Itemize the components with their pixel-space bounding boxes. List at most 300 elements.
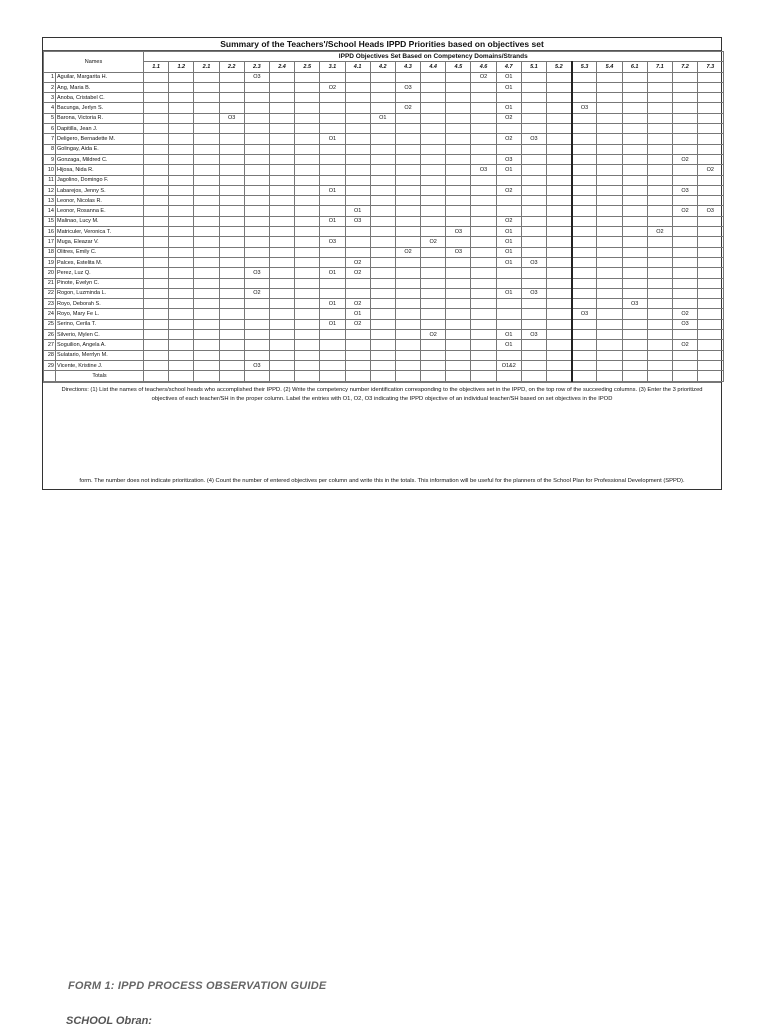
objective-cell: O2 — [421, 330, 446, 340]
objective-cell — [370, 93, 395, 103]
objective-cell — [672, 196, 697, 206]
objective-cell — [421, 206, 446, 216]
objective-cell — [169, 216, 194, 226]
objective-cell — [370, 165, 395, 175]
objective-cell — [295, 330, 320, 340]
objective-cell — [622, 72, 647, 82]
objective-cell — [647, 257, 672, 267]
table-row — [44, 82, 724, 92]
table-row — [44, 175, 724, 185]
column-header: 3.1 — [320, 62, 345, 72]
objective-cell — [597, 206, 622, 216]
objective-cell: O3 — [521, 257, 546, 267]
objective-cell — [320, 288, 345, 298]
row-number: 24 — [44, 309, 56, 319]
objective-cell — [521, 216, 546, 226]
row-number: 12 — [44, 185, 56, 195]
objective-cell — [370, 206, 395, 216]
objective-cell: O1 — [320, 299, 345, 309]
objective-cell — [547, 82, 572, 92]
objective-cell — [521, 124, 546, 134]
objective-cell — [295, 206, 320, 216]
row-number: 10 — [44, 165, 56, 175]
objective-cell — [622, 206, 647, 216]
objective-cell — [320, 309, 345, 319]
objective-cell — [547, 134, 572, 144]
objective-cell — [370, 185, 395, 195]
objective-cell — [244, 134, 269, 144]
column-header: 1.2 — [169, 62, 194, 72]
objective-cell — [144, 82, 169, 92]
objective-cell — [269, 257, 294, 267]
row-number: 21 — [44, 278, 56, 288]
objective-cell — [698, 299, 723, 309]
objective-cell: O2 — [421, 237, 446, 247]
objective-cell — [496, 93, 521, 103]
objective-cell — [295, 288, 320, 298]
objective-cell — [547, 257, 572, 267]
objective-cell — [295, 72, 320, 82]
table-row — [44, 185, 724, 195]
objective-cell — [194, 175, 219, 185]
table-row — [44, 227, 724, 237]
objective-cell — [471, 350, 496, 360]
objective-cell — [144, 134, 169, 144]
total-cell — [169, 371, 194, 381]
objective-cell — [421, 319, 446, 329]
table-row — [44, 257, 724, 267]
total-cell — [295, 371, 320, 381]
objective-cell — [572, 350, 597, 360]
objective-cell — [647, 299, 672, 309]
objective-cell: O1 — [345, 206, 370, 216]
row-number: 7 — [44, 134, 56, 144]
row-number: 23 — [44, 299, 56, 309]
objective-cell — [446, 319, 471, 329]
teacher-name: Pinote, Evelyn C. — [56, 278, 144, 288]
objective-cell — [395, 113, 420, 123]
objective-cell — [395, 340, 420, 350]
objective-cell — [269, 330, 294, 340]
objective-cell — [144, 278, 169, 288]
objective-cell — [320, 175, 345, 185]
objective-cell — [622, 175, 647, 185]
objective-cell — [370, 278, 395, 288]
table-row — [44, 196, 724, 206]
objective-cell — [219, 175, 244, 185]
table-row — [44, 319, 724, 329]
objective-cell: O1 — [320, 134, 345, 144]
objective-cell — [672, 288, 697, 298]
objective-cell — [521, 360, 546, 370]
objective-cell — [295, 185, 320, 195]
objective-cell — [622, 360, 647, 370]
row-number: 25 — [44, 319, 56, 329]
objective-cell — [244, 227, 269, 237]
objective-cell — [572, 113, 597, 123]
objective-cell — [194, 247, 219, 257]
objective-cell — [471, 144, 496, 154]
table-row — [44, 72, 724, 82]
objective-cell — [698, 340, 723, 350]
objective-cell — [521, 237, 546, 247]
objective-cell — [597, 134, 622, 144]
objective-cell — [194, 196, 219, 206]
objective-cell — [169, 103, 194, 113]
objective-cell — [597, 288, 622, 298]
total-cell — [219, 371, 244, 381]
objective-cell — [244, 278, 269, 288]
objective-cell — [547, 72, 572, 82]
objective-cell — [597, 165, 622, 175]
objective-cell — [471, 196, 496, 206]
objective-cell — [320, 72, 345, 82]
objective-cell — [446, 144, 471, 154]
row-number: 2 — [44, 82, 56, 92]
totals-row — [44, 371, 724, 381]
objective-cell — [244, 113, 269, 123]
objective-cell — [219, 268, 244, 278]
objective-cell — [521, 165, 546, 175]
teacher-name: Olitres, Emily C. — [56, 247, 144, 257]
objective-cell — [446, 124, 471, 134]
row-number: 18 — [44, 247, 56, 257]
teacher-name: Soguilion, Angela A. — [56, 340, 144, 350]
objective-cell — [647, 330, 672, 340]
objective-cell — [521, 309, 546, 319]
objective-cell — [219, 216, 244, 226]
objective-cell — [446, 257, 471, 267]
objective-cell — [622, 154, 647, 164]
objective-cell: O3 — [572, 103, 597, 113]
objective-cell — [521, 185, 546, 195]
objective-cell — [521, 103, 546, 113]
objective-cell: O1 — [496, 340, 521, 350]
objective-cell — [144, 288, 169, 298]
total-cell — [698, 371, 723, 381]
objective-cell — [169, 82, 194, 92]
objective-cell — [244, 237, 269, 247]
objective-cell — [144, 360, 169, 370]
objective-cell — [269, 299, 294, 309]
objective-cell — [547, 237, 572, 247]
objective-cell — [698, 72, 723, 82]
objective-cell: O2 — [244, 288, 269, 298]
objective-cell — [547, 165, 572, 175]
objective-cell — [320, 227, 345, 237]
objective-cell — [572, 278, 597, 288]
objective-cell — [244, 93, 269, 103]
objective-cell — [597, 144, 622, 154]
objective-cell — [521, 93, 546, 103]
objective-cell — [421, 165, 446, 175]
objective-cell — [521, 299, 546, 309]
objective-cell — [219, 360, 244, 370]
objective-cell — [572, 299, 597, 309]
objective-cell — [144, 185, 169, 195]
objective-cell — [496, 175, 521, 185]
objective-cell — [597, 175, 622, 185]
objective-cell — [647, 216, 672, 226]
column-header: 2.3 — [244, 62, 269, 72]
totals-label: Totals — [56, 371, 144, 381]
objective-cell — [672, 227, 697, 237]
objective-cell — [698, 154, 723, 164]
teacher-name: Gonzaga, Mildred C. — [56, 154, 144, 164]
objective-cell — [219, 144, 244, 154]
row-number: 9 — [44, 154, 56, 164]
objective-cell — [547, 330, 572, 340]
objective-cell — [219, 340, 244, 350]
objective-cell — [547, 103, 572, 113]
objective-cell — [345, 227, 370, 237]
column-header: 2.5 — [295, 62, 320, 72]
row-number: 5 — [44, 113, 56, 123]
table-row — [44, 247, 724, 257]
row-number: 19 — [44, 257, 56, 267]
objective-cell — [647, 185, 672, 195]
objective-cell — [622, 134, 647, 144]
school-label: SCHOOL Obran: — [66, 1015, 152, 1027]
teacher-name: Dapitilla, Jean J. — [56, 124, 144, 134]
teacher-name: Leonor, Nicolas R. — [56, 196, 144, 206]
objective-cell — [647, 268, 672, 278]
objective-cell — [471, 185, 496, 195]
objective-cell — [421, 103, 446, 113]
objective-cell — [446, 72, 471, 82]
objective-cell — [169, 247, 194, 257]
column-header: 7.2 — [672, 62, 697, 72]
column-header: 2.4 — [269, 62, 294, 72]
objective-cell — [345, 237, 370, 247]
objective-cell — [169, 93, 194, 103]
total-cell — [572, 371, 597, 381]
objective-cell — [144, 196, 169, 206]
total-cell — [647, 371, 672, 381]
objective-cell — [597, 227, 622, 237]
column-header: 5.3 — [572, 62, 597, 72]
objective-cell — [597, 330, 622, 340]
objective-cell — [572, 206, 597, 216]
objective-cell — [144, 113, 169, 123]
objective-cell — [547, 360, 572, 370]
objective-cell — [647, 134, 672, 144]
objective-cell — [370, 247, 395, 257]
objective-cell: O3 — [446, 247, 471, 257]
objective-cell: O1 — [370, 113, 395, 123]
objective-cell: O1 — [496, 247, 521, 257]
objective-cell — [194, 319, 219, 329]
objective-cell: O3 — [496, 154, 521, 164]
objective-cell — [244, 350, 269, 360]
objective-cell: O2 — [345, 257, 370, 267]
objective-cell — [345, 175, 370, 185]
objective-cell — [547, 319, 572, 329]
teacher-name: Serino, Cerila T. — [56, 319, 144, 329]
objective-cell — [547, 154, 572, 164]
objective-cell — [395, 268, 420, 278]
row-number: 15 — [44, 216, 56, 226]
objective-cell — [647, 360, 672, 370]
objective-cell: O2 — [471, 72, 496, 82]
objective-cell — [647, 350, 672, 360]
objective-cell: O3 — [521, 330, 546, 340]
objective-cell — [622, 319, 647, 329]
objective-cell — [471, 278, 496, 288]
objective-cell: O1 — [496, 288, 521, 298]
objective-cell — [421, 288, 446, 298]
objective-cell: O1 — [496, 82, 521, 92]
objective-cell — [320, 165, 345, 175]
objective-cell: O1 — [496, 165, 521, 175]
objective-cell — [496, 206, 521, 216]
table-row — [44, 93, 724, 103]
objective-cell — [698, 360, 723, 370]
objective-cell — [572, 268, 597, 278]
teacher-name: Barona, Victoria R. — [56, 113, 144, 123]
objective-cell — [269, 278, 294, 288]
objective-cell — [169, 185, 194, 195]
objective-cell — [370, 144, 395, 154]
objective-cell — [597, 124, 622, 134]
objective-cell — [698, 196, 723, 206]
objective-cell — [144, 319, 169, 329]
objective-cell — [446, 350, 471, 360]
row-number: 8 — [44, 144, 56, 154]
objective-cell — [194, 268, 219, 278]
objective-cell: O1 — [496, 103, 521, 113]
objective-cell — [244, 185, 269, 195]
column-header: 4.3 — [395, 62, 420, 72]
objective-cell — [345, 185, 370, 195]
objective-cell — [169, 144, 194, 154]
objective-cell — [597, 268, 622, 278]
objective-cell — [597, 350, 622, 360]
objective-cell — [622, 257, 647, 267]
objective-cell — [169, 134, 194, 144]
objective-cell — [572, 185, 597, 195]
objective-cell: O2 — [395, 247, 420, 257]
objective-cell — [144, 299, 169, 309]
column-header: 4.1 — [345, 62, 370, 72]
objective-cell — [194, 165, 219, 175]
objective-cell — [244, 340, 269, 350]
objective-cell — [194, 185, 219, 195]
directions-text: Directions: (1) List the names of teachers/school heads who accomplished their IPPD. (2) Write the competency number identification corresponding to the objectives set in the IPPD, on the top row of the succeeding columns. (3) Enter the 3 prioritized objectives of each teacher/SH in the proper column. Label the entries with O1, O2, O3 indicating the IPPD objective of an individual teacher/SH based on set objectives in the IPOD — [43, 382, 721, 411]
objective-cell — [169, 330, 194, 340]
objective-cell — [169, 319, 194, 329]
objective-cell — [269, 268, 294, 278]
objective-cell — [345, 340, 370, 350]
objective-cell — [345, 82, 370, 92]
objective-cell — [244, 247, 269, 257]
objective-cell — [219, 257, 244, 267]
objective-cell — [395, 144, 420, 154]
objective-cell — [572, 154, 597, 164]
objective-cell — [572, 124, 597, 134]
table-row — [44, 206, 724, 216]
objective-cell — [144, 309, 169, 319]
objective-cell — [345, 134, 370, 144]
objective-cell — [597, 299, 622, 309]
total-cell — [345, 371, 370, 381]
objective-cell — [421, 72, 446, 82]
objective-cell — [698, 237, 723, 247]
objective-cell — [698, 268, 723, 278]
objective-cell — [698, 124, 723, 134]
objective-cell — [370, 175, 395, 185]
objective-cell — [521, 278, 546, 288]
objective-cell — [194, 93, 219, 103]
objective-cell — [144, 93, 169, 103]
objective-cell — [572, 82, 597, 92]
objective-cell: O3 — [446, 227, 471, 237]
objective-cell — [320, 360, 345, 370]
objective-cell: O3 — [521, 134, 546, 144]
objective-cell — [672, 103, 697, 113]
objective-cell — [547, 299, 572, 309]
total-cell — [194, 371, 219, 381]
objective-cell — [622, 330, 647, 340]
objective-cell — [295, 93, 320, 103]
table-row — [44, 268, 724, 278]
objective-cell — [269, 309, 294, 319]
objective-cell — [698, 175, 723, 185]
objective-cell — [446, 299, 471, 309]
objective-cell — [698, 330, 723, 340]
objective-cell — [698, 82, 723, 92]
objective-cell — [345, 288, 370, 298]
objective-cell — [647, 82, 672, 92]
column-header: 5.1 — [521, 62, 546, 72]
objective-cell — [647, 288, 672, 298]
objective-cell — [647, 93, 672, 103]
objective-cell — [194, 360, 219, 370]
objective-cell — [295, 247, 320, 257]
objective-cell — [244, 299, 269, 309]
objective-cell — [169, 257, 194, 267]
objective-cell — [144, 124, 169, 134]
objective-cell — [244, 103, 269, 113]
objective-cell — [295, 103, 320, 113]
objective-cell — [244, 309, 269, 319]
objective-cell — [572, 237, 597, 247]
objective-cell — [622, 165, 647, 175]
objective-cell — [370, 319, 395, 329]
objective-cell — [446, 93, 471, 103]
objective-cell — [421, 268, 446, 278]
header-row-top — [44, 52, 724, 62]
objective-cell — [345, 330, 370, 340]
objective-cell — [471, 257, 496, 267]
teacher-name: Malinao, Lucy M. — [56, 216, 144, 226]
objective-cell — [647, 165, 672, 175]
objective-cell — [219, 103, 244, 113]
objective-cell — [295, 340, 320, 350]
objective-cell — [320, 350, 345, 360]
ippd-table — [43, 51, 724, 382]
objective-cell — [295, 82, 320, 92]
objective-cell — [597, 278, 622, 288]
objective-cell — [345, 124, 370, 134]
objective-cell — [144, 330, 169, 340]
objective-cell — [395, 93, 420, 103]
objective-cell — [194, 113, 219, 123]
objective-cell — [219, 165, 244, 175]
objective-cell — [395, 350, 420, 360]
objective-cell — [622, 93, 647, 103]
row-number: 13 — [44, 196, 56, 206]
